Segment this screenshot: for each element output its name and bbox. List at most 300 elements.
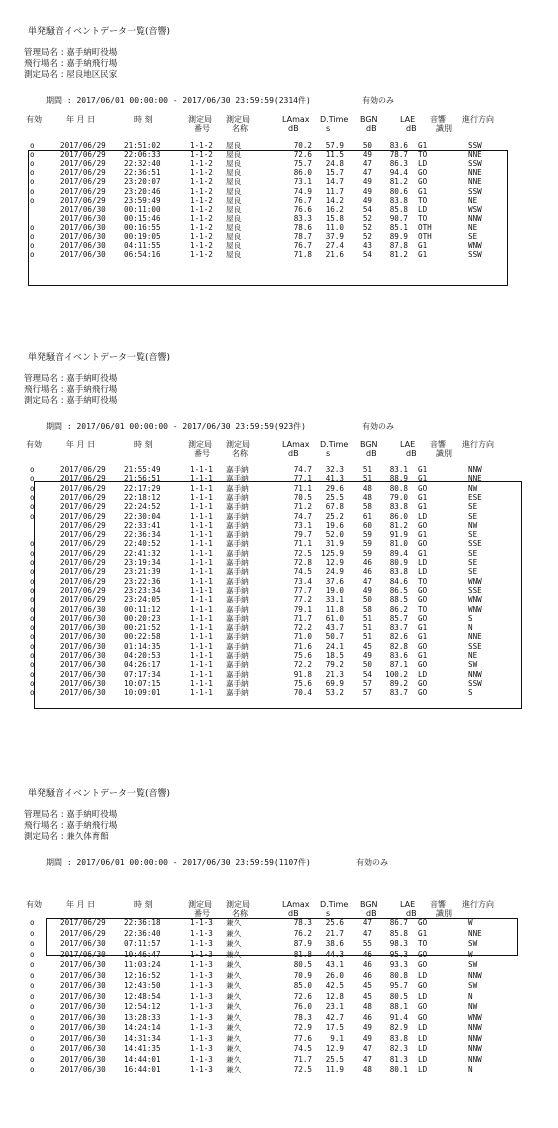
cell-date: 2017/06/30: [60, 213, 106, 223]
table-row: [0, 1065, 558, 1074]
cell-dtime: 25.2: [325, 511, 344, 521]
cell-date: 2017/06/30: [60, 960, 106, 969]
cell-time: 23:59:49: [124, 195, 161, 205]
cell-date: 2017/06/29: [60, 168, 106, 178]
col-header-station2: 番号: [194, 124, 210, 133]
cell-dtime: 79.2: [325, 660, 344, 670]
cell-valid-mark: o: [30, 981, 35, 990]
col-header-yuko: 有効: [26, 115, 42, 124]
col-header-station1: 測定局: [188, 900, 212, 909]
cell-station-no: 1-1-3: [190, 928, 213, 938]
cell-station-name: 屋良: [226, 159, 242, 169]
cell-direction: NE: [468, 195, 478, 205]
cell-station-name: 屋良: [226, 141, 242, 150]
cell-date: 2017/06/29: [60, 530, 106, 540]
cell-bgn: 43: [362, 241, 372, 251]
cell-lamax: 75.6: [293, 651, 312, 660]
cell-valid-mark: o: [30, 678, 35, 688]
cell-lamax: 80.5: [293, 960, 312, 969]
cell-valid-mark: o: [30, 502, 35, 512]
cell-lae: 86.5: [389, 585, 408, 595]
cell-lae: 81.2: [389, 520, 408, 530]
cell-sound-id: GO: [418, 613, 428, 623]
col-header-lamax2: dB: [288, 449, 299, 458]
cell-direction: WNW: [468, 595, 482, 605]
cell-dtime: 57.9: [325, 141, 344, 150]
highlight-box: [34, 481, 522, 709]
cell-direction: SSW: [468, 186, 482, 196]
cell-station-no: 1-1-2: [190, 168, 213, 178]
cell-lamax: 72.9: [293, 1023, 312, 1032]
cell-lamax: 78.3: [293, 1012, 312, 1022]
cell-valid-mark: o: [30, 1012, 35, 1022]
cell-dtime: 24.8: [325, 159, 344, 169]
col-header-date: 年 月 日: [66, 900, 96, 909]
cell-station-name: 屋良: [226, 195, 242, 205]
cell-lamax: 72.8: [293, 558, 312, 567]
cell-time: 23:22:36: [124, 576, 161, 586]
cell-station-name: 嘉手納: [226, 511, 249, 521]
cell-time: 00:15:46: [124, 213, 161, 223]
cell-station-name: 兼久: [226, 991, 242, 1001]
cell-lae: 83.8: [389, 567, 408, 577]
cell-bgn: 58: [362, 604, 372, 614]
cell-bgn: 50: [362, 660, 372, 670]
col-header-kind1: 音響: [430, 115, 446, 124]
cell-dtime: 125.9: [321, 548, 344, 558]
cell-direction: NNW: [468, 1054, 482, 1064]
cell-dtime: 14.2: [325, 195, 344, 205]
cell-station-no: 1-1-2: [190, 222, 213, 232]
cell-dtime: 43.1: [325, 960, 344, 969]
cell-dtime: 19.0: [325, 585, 344, 595]
cell-date: 2017/06/29: [60, 474, 106, 484]
cell-station-no: 1-1-1: [190, 530, 213, 540]
cell-direction: SSW: [468, 159, 482, 169]
col-header-dtime1: D.Time: [320, 900, 349, 909]
cell-bgn: 58: [362, 502, 372, 512]
cell-station-name: 兼久: [226, 1054, 242, 1064]
cell-time: 23:20:46: [124, 186, 161, 196]
cell-station-name: 屋良: [226, 213, 242, 223]
cell-station-name: 兼久: [226, 1023, 242, 1032]
col-header-bgn1: BGN: [360, 440, 378, 449]
cell-direction: NW: [468, 483, 478, 493]
cell-sound-id: GO: [418, 918, 428, 927]
cell-bgn: 61: [362, 511, 372, 521]
cell-dtime: 11.9: [325, 1065, 344, 1074]
cell-time: 00:19:05: [124, 232, 161, 241]
cell-sound-id: G1: [418, 928, 428, 938]
cell-sound-id: LD: [418, 669, 428, 679]
cell-direction: SW: [468, 660, 478, 670]
cell-date: 2017/06/29: [60, 585, 106, 595]
cell-station-no: 1-1-1: [190, 660, 213, 670]
cell-station-no: 1-1-3: [190, 1054, 213, 1064]
cell-station-no: 1-1-3: [190, 991, 213, 1001]
cell-dtime: 25.5: [325, 1054, 344, 1064]
cell-valid-mark: o: [30, 558, 35, 567]
cell-lamax: 76.2: [293, 928, 312, 938]
cell-sound-id: G1: [418, 651, 428, 660]
cell-time: 21:55:49: [124, 465, 161, 474]
cell-dtime: 37.6: [325, 576, 344, 586]
cell-direction: SW: [468, 939, 478, 948]
cell-dtime: 11.5: [325, 150, 344, 160]
cell-lae: 81.3: [389, 1054, 408, 1064]
cell-station-no: 1-1-3: [190, 960, 213, 969]
col-header-kind1: 音響: [430, 900, 446, 909]
cell-station-name: 屋良: [226, 177, 242, 187]
cell-lae: 87.8: [389, 241, 408, 251]
cell-station-no: 1-1-1: [190, 465, 213, 474]
cell-direction: SW: [468, 981, 478, 990]
cell-dtime: 11.0: [325, 222, 344, 232]
cell-sound-id: LD: [418, 970, 428, 980]
cell-dtime: 38.6: [325, 939, 344, 948]
cell-station-name: 屋良: [226, 168, 242, 178]
cell-bgn: 47: [362, 159, 372, 169]
cell-station-no: 1-1-3: [190, 1023, 213, 1032]
cell-bgn: 51: [362, 623, 372, 633]
cell-lamax: 87.9: [293, 939, 312, 948]
cell-time: 22:40:52: [124, 539, 161, 549]
cell-bgn: 49: [362, 177, 372, 187]
valid-only-label: 有効のみ: [356, 858, 388, 867]
cell-station-name: 兼久: [226, 1012, 242, 1022]
cell-station-name: 嘉手納: [226, 483, 249, 493]
cell-sound-id: GO: [418, 520, 428, 530]
cell-dtime: 21.3: [325, 669, 344, 679]
cell-dtime: 43.7: [325, 623, 344, 633]
cell-time: 00:11:00: [124, 204, 161, 214]
cell-sound-id: LD: [418, 159, 428, 169]
table-row: [0, 1055, 558, 1064]
cell-sound-id: G1: [418, 548, 428, 558]
cell-station-no: 1-1-3: [190, 918, 213, 927]
cell-sound-id: GO: [418, 177, 428, 187]
cell-direction: NNW: [468, 1033, 482, 1043]
cell-date: 2017/06/30: [60, 604, 106, 614]
cell-time: 22:30:04: [124, 511, 161, 521]
cell-time: 00:22:58: [124, 632, 161, 642]
cell-lamax: 71.2: [293, 502, 312, 512]
cell-direction: WNW: [468, 604, 482, 614]
cell-lamax: 71.1: [293, 483, 312, 493]
cell-sound-id: TO: [418, 576, 428, 586]
cell-station-name: 兼久: [226, 1033, 242, 1043]
cell-station-no: 1-1-3: [190, 949, 213, 959]
cell-time: 00:16:55: [124, 222, 161, 232]
cell-bgn: 52: [362, 213, 372, 223]
cell-date: 2017/06/30: [60, 651, 106, 660]
cell-station-no: 1-1-2: [190, 177, 213, 187]
cell-lae: 86.7: [389, 918, 408, 927]
period-label: 期間 : 2017/06/01 00:00:00 - 2017/06/30 23:59:59(2314件): [46, 96, 311, 105]
cell-direction: NE: [468, 222, 478, 232]
cell-station-name: 嘉手納: [226, 651, 249, 660]
cell-station-no: 1-1-3: [190, 1033, 213, 1043]
cell-station-no: 1-1-1: [190, 613, 213, 623]
cell-lamax: 71.0: [293, 632, 312, 642]
cell-bgn: 49: [362, 651, 372, 660]
cell-direction: WSW: [468, 204, 482, 214]
cell-dtime: 12.9: [325, 1044, 344, 1053]
cell-bgn: 45: [362, 991, 372, 1001]
cell-station-no: 1-1-1: [190, 474, 213, 484]
highlight-box: [28, 150, 508, 286]
cell-date: 2017/06/29: [60, 918, 106, 927]
cell-lae: 95.7: [389, 981, 408, 990]
col-header-dir: 進行方向: [462, 440, 494, 449]
cell-sound-id: GO: [418, 949, 428, 959]
col-header-time: 時 刻: [134, 115, 153, 124]
table-row: [0, 1023, 558, 1032]
cell-time: 14:24:14: [124, 1023, 161, 1032]
cell-date: 2017/06/29: [60, 520, 106, 530]
cell-station-no: 1-1-2: [190, 241, 213, 251]
cell-direction: NNW: [468, 213, 482, 223]
cell-sound-id: TO: [418, 213, 428, 223]
cell-date: 2017/06/29: [60, 186, 106, 196]
cell-dtime: 11.7: [325, 186, 344, 196]
cell-direction: S: [468, 613, 473, 623]
cell-date: 2017/06/30: [60, 1023, 106, 1032]
cell-sound-id: G1: [418, 632, 428, 642]
cell-sound-id: GO: [418, 585, 428, 595]
cell-station-name: 嘉手納: [226, 604, 249, 614]
cell-lae: 93.3: [389, 960, 408, 969]
cell-time: 13:28:33: [124, 1012, 161, 1022]
kanri-label: 管理局名 : 嘉手納町役場: [24, 374, 118, 384]
cell-lae: 88.5: [389, 595, 408, 605]
cell-sound-id: LD: [418, 511, 428, 521]
cell-direction: NE: [468, 651, 478, 660]
cell-time: 00:21:52: [124, 623, 161, 633]
cell-station-no: 1-1-1: [190, 623, 213, 633]
cell-dtime: 9.1: [330, 1033, 344, 1043]
cell-lae: 86.3: [389, 159, 408, 169]
cell-station-name: 嘉手納: [226, 660, 249, 670]
cell-lae: 82.3: [389, 1044, 408, 1053]
cell-direction: SSW: [468, 250, 482, 260]
cell-station-name: 嘉手納: [226, 623, 249, 633]
cell-lae: 81.2: [389, 177, 408, 187]
cell-dtime: 67.8: [325, 502, 344, 512]
cell-time: 22:41:32: [124, 548, 161, 558]
cell-bgn: 54: [362, 250, 372, 260]
cell-station-name: 嘉手納: [226, 585, 249, 595]
cell-sound-id: GO: [418, 660, 428, 670]
cell-valid-mark: o: [30, 632, 35, 642]
cell-time: 21:51:02: [124, 141, 161, 150]
cell-station-no: 1-1-2: [190, 204, 213, 214]
cell-lamax: 83.3: [293, 213, 312, 223]
cell-station-name: 屋良: [226, 250, 242, 260]
cell-direction: NNW: [468, 970, 482, 980]
cell-bgn: 55: [362, 939, 372, 948]
cell-station-no: 1-1-1: [190, 688, 213, 698]
cell-time: 22:33:41: [124, 520, 161, 530]
cell-station-no: 1-1-1: [190, 539, 213, 549]
cell-dtime: 69.9: [325, 678, 344, 688]
cell-station-no: 1-1-1: [190, 632, 213, 642]
valid-only-label: 有効のみ: [362, 422, 394, 431]
table-row: [0, 971, 558, 980]
col-header-kind2: 識別: [436, 909, 452, 918]
cell-lae: 82.9: [389, 1023, 408, 1032]
cell-time: 04:26:17: [124, 660, 161, 670]
cell-valid-mark: o: [30, 177, 35, 187]
cell-station-name: 嘉手納: [226, 539, 249, 549]
cell-direction: NNE: [468, 168, 482, 178]
cell-station-no: 1-1-1: [190, 483, 213, 493]
col-header-name2: 名称: [232, 124, 248, 133]
cell-time: 22:36:34: [124, 530, 161, 540]
cell-direction: N: [468, 1065, 473, 1074]
cell-valid-mark: o: [30, 222, 35, 232]
cell-bgn: 46: [362, 567, 372, 577]
col-header-kind1: 音響: [430, 440, 446, 449]
cell-lamax: 76.0: [293, 1002, 312, 1011]
cell-station-name: 兼久: [226, 970, 242, 980]
cell-station-no: 1-1-3: [190, 1012, 213, 1022]
cell-sound-id: TO: [418, 195, 428, 205]
cell-station-name: 兼久: [226, 918, 242, 927]
cell-lamax: 70.4: [293, 688, 312, 698]
cell-time: 04:20:53: [124, 651, 161, 660]
cell-valid-mark: o: [30, 1065, 35, 1074]
cell-lamax: 76.7: [293, 195, 312, 205]
cell-station-no: 1-1-2: [190, 159, 213, 169]
cell-station-no: 1-1-1: [190, 520, 213, 530]
cell-valid-mark: o: [30, 688, 35, 698]
cell-valid-mark: o: [30, 539, 35, 549]
cell-lamax: 70.5: [293, 492, 312, 502]
cell-bgn: 49: [362, 186, 372, 196]
col-header-dir: 進行方向: [462, 900, 494, 909]
col-header-station1: 測定局: [188, 440, 212, 449]
cell-lamax: 91.8: [293, 669, 312, 679]
cell-lamax: 71.1: [293, 539, 312, 549]
cell-station-no: 1-1-1: [190, 604, 213, 614]
cell-direction: NNW: [468, 465, 482, 474]
cell-bgn: 46: [362, 970, 372, 980]
cell-bgn: 47: [362, 918, 372, 927]
cell-sound-id: TO: [418, 150, 428, 160]
cell-lae: 86.2: [389, 604, 408, 614]
cell-direction: SE: [468, 232, 478, 241]
report-title: 単発騒音イベントデータ一覧(音響): [28, 27, 171, 37]
cell-date: 2017/06/30: [60, 981, 106, 990]
cell-station-name: 嘉手納: [226, 595, 249, 605]
cell-station-no: 1-1-3: [190, 970, 213, 980]
cell-bgn: 47: [362, 576, 372, 586]
cell-dtime: 44.3: [325, 949, 344, 959]
cell-direction: N: [468, 623, 473, 633]
cell-dtime: 12.8: [325, 991, 344, 1001]
cell-date: 2017/06/30: [60, 939, 106, 948]
cell-valid-mark: o: [30, 168, 35, 178]
cell-time: 07:17:34: [124, 669, 161, 679]
cell-date: 2017/06/29: [60, 159, 106, 169]
cell-sound-id: G1: [418, 250, 428, 260]
cell-lae: 83.8: [389, 1033, 408, 1043]
cell-sound-id: G1: [418, 502, 428, 512]
cell-lae: 84.6: [389, 576, 408, 586]
cell-lamax: 79.7: [293, 530, 312, 540]
cell-station-no: 1-1-1: [190, 558, 213, 567]
col-header-kind2: 識別: [436, 124, 452, 133]
cell-bgn: 48: [362, 492, 372, 502]
cell-station-name: 屋良: [226, 232, 242, 241]
cell-date: 2017/06/30: [60, 1044, 106, 1053]
table-row: [0, 465, 558, 474]
cell-dtime: 21.6: [325, 250, 344, 260]
cell-lae: 83.6: [389, 651, 408, 660]
cell-date: 2017/06/30: [60, 991, 106, 1001]
cell-lae: 85.8: [389, 204, 408, 214]
cell-lamax: 77.1: [293, 474, 312, 484]
cell-valid-mark: o: [30, 1044, 35, 1053]
cell-station-name: 兼久: [226, 949, 242, 959]
cell-direction: SE: [468, 567, 478, 577]
cell-station-name: 兼久: [226, 939, 242, 948]
cell-date: 2017/06/29: [60, 539, 106, 549]
cell-sound-id: GO: [418, 688, 428, 698]
cell-sound-id: LD: [418, 1023, 428, 1032]
cell-lae: 85.7: [389, 613, 408, 623]
cell-station-name: 兼久: [226, 1065, 242, 1074]
cell-valid-mark: o: [30, 651, 35, 660]
cell-lamax: 70.2: [293, 141, 312, 150]
col-header-date: 年 月 日: [66, 440, 96, 449]
cell-bgn: 45: [362, 641, 372, 651]
cell-direction: NNE: [468, 632, 482, 642]
hikou-label: 飛行場名 : 嘉手納飛行場: [24, 821, 118, 831]
cell-sound-id: LD: [418, 204, 428, 214]
cell-lamax: 72.5: [293, 1065, 312, 1074]
col-header-station2: 番号: [194, 449, 210, 458]
cell-date: 2017/06/30: [60, 1012, 106, 1022]
cell-dtime: 50.7: [325, 632, 344, 642]
cell-valid-mark: o: [30, 585, 35, 595]
cell-station-no: 1-1-3: [190, 981, 213, 990]
cell-station-name: 屋良: [226, 241, 242, 251]
cell-direction: NNE: [468, 474, 482, 484]
cell-lae: 91.9: [389, 530, 408, 540]
cell-valid-mark: o: [30, 669, 35, 679]
cell-station-no: 1-1-3: [190, 1065, 213, 1074]
cell-lamax: 73.4: [293, 576, 312, 586]
cell-station-name: 兼久: [226, 1002, 242, 1011]
col-header-name2: 名称: [232, 449, 248, 458]
cell-station-name: 嘉手納: [226, 492, 249, 502]
col-header-yuko: 有効: [26, 440, 42, 449]
cell-sound-id: GO: [418, 595, 428, 605]
col-header-time: 時 刻: [134, 900, 153, 909]
cell-dtime: 31.9: [325, 539, 344, 549]
cell-lamax: 74.9: [293, 186, 312, 196]
cell-station-no: 1-1-1: [190, 576, 213, 586]
cell-sound-id: LD: [418, 558, 428, 567]
cell-dtime: 15.7: [325, 168, 344, 178]
cell-station-name: 嘉手納: [226, 502, 249, 512]
col-header-bgn2: dB: [366, 909, 377, 918]
cell-direction: SE: [468, 548, 478, 558]
cell-bgn: 57: [362, 688, 372, 698]
cell-bgn: 46: [362, 960, 372, 969]
